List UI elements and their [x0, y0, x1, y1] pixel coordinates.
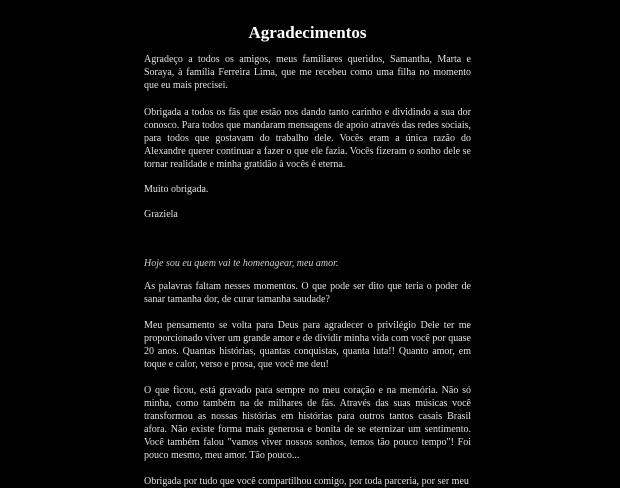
- tribute-paragraph-thanks: Obrigada por tudo que você compartilhou comigo, por toda parceria, por ser meu: [144, 476, 469, 487]
- letter-closing: Muito obrigada.: [144, 184, 209, 195]
- letter-paragraph-fans: Obrigada a todos os fãs que estão nos dando tanto carinho e dividindo a sua dor conosco. Para todos que mandaram mensagens de apoio através das redes sociais, para todos que gostavam do trabalho dele. Vocês eram a única razão do Alexandre querer continuar a fazer o que ele fazia. Vocês fizeram o sonho dele se tornar realidade e minha gratidão à vocês é eterna.: [144, 107, 471, 170]
- tribute-heading: Hoje sou eu quem vai te homenagear, meu amor.: [144, 258, 339, 269]
- tribute-section: [144, 257, 471, 488]
- acknowledgements-letter: [144, 53, 471, 221]
- tribute-paragraph-words: As palavras faltam nesses momentos. O que pode ser dito que teria o poder de sanar tamanha dor, de curar tamanha saudade?: [144, 281, 471, 305]
- letter-paragraph-family: Agradeço a todos os amigos, meus familiares queridos, Samantha, Marta e Soraya, à família Ferreira Lima, que me recebeu como uma filha no momento que eu mais precisei.: [144, 54, 471, 91]
- tribute-paragraph-memory: O que ficou, está gravado para sempre no meu coração e na memória. Não só minha, como também na de milhares de fãs. Através das suas músicas você transformou as nossas histórias em histórias para outros tantos casais Brasil afora. Não existe forma mais generosa e bonita de se eternizar um sentimento. Você também falou "vamos viver nossos sonhos, temos tão pouco tempo"! Foi pouco mesmo, meu amor. Tão pouco...: [144, 385, 471, 461]
- letter-signature: Graziela: [144, 209, 178, 220]
- page-title: Agradecimentos: [248, 23, 367, 42]
- document-page: [144, 0, 471, 488]
- tribute-paragraph-thoughts: Meu pensamento se volta para Deus para agradecer o privilégio Dele ter me proporcionado viver um grande amor e de dividir minha vida com você por quase 20 anos. Quantas histórias, quantas conquistas, quanta luta!! Quanto amor, em toque e calor, verso e prosa, que você me deu!: [144, 320, 471, 370]
